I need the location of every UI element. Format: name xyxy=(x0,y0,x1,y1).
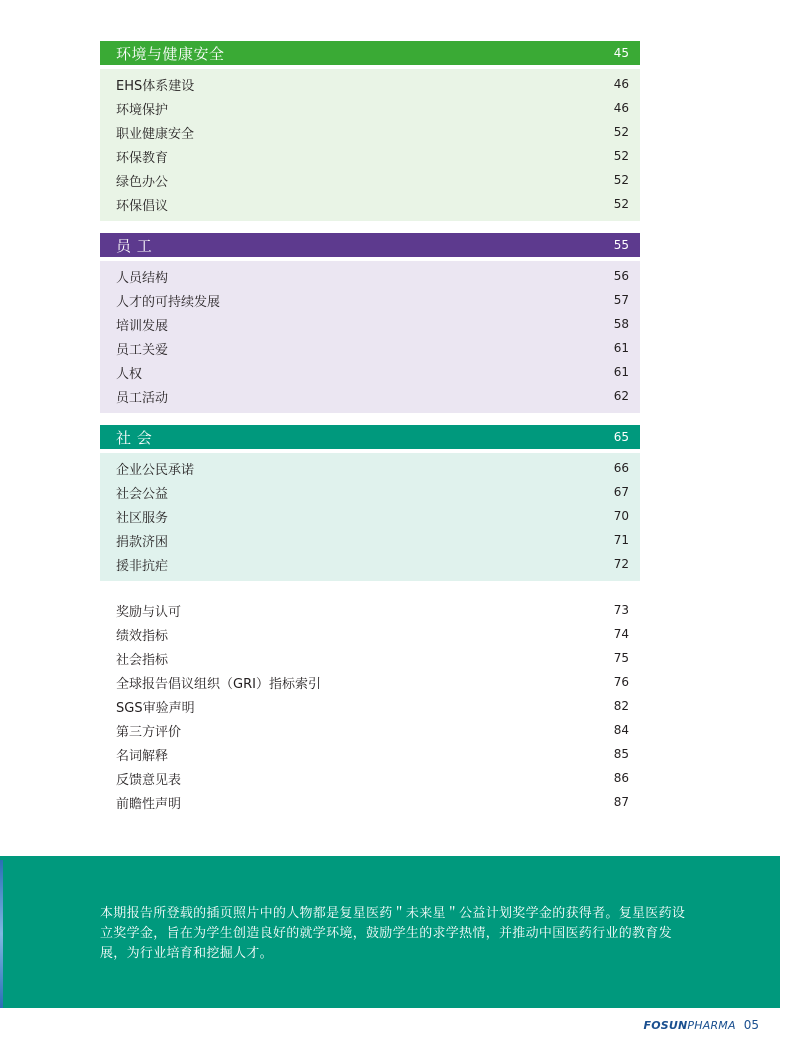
section-header-ehs[interactable] xyxy=(100,41,640,65)
section-page-number: 55 xyxy=(613,238,629,252)
toc-entry-page: 56 xyxy=(613,269,629,283)
toc-entry[interactable] xyxy=(100,480,640,504)
toc-entry-label: 环境保护 xyxy=(116,102,169,118)
footer-note: 本期报告所登载的插页照片中的人物都是复星医药＂未来星＂公益计划奖学金的获得者。复星医药设立奖学金，旨在为学生创造良好的就学环境，鼓励学生的求学热情，并推动中国医药行业的教育发展，为行业培育和挖掘人才。 xyxy=(100,906,686,961)
toc-entry-label: 社会指标 xyxy=(116,652,169,668)
toc-entry-label: 捐款济困 xyxy=(116,534,169,550)
toc-entry-label: 人才的可持续发展 xyxy=(116,294,221,310)
toc-entry[interactable] xyxy=(100,694,640,718)
toc-entry-label: 员工活动 xyxy=(116,390,169,406)
toc-entry[interactable] xyxy=(100,504,640,528)
toc-entry[interactable] xyxy=(100,742,640,766)
toc-entry[interactable] xyxy=(100,528,640,552)
toc-entry-page: 52 xyxy=(613,173,629,187)
section-items xyxy=(100,69,640,221)
toc-entry[interactable] xyxy=(100,598,640,622)
toc-entry-page: 61 xyxy=(613,365,629,379)
toc-entry-label: 企业公民承诺 xyxy=(116,462,195,478)
toc-entry-label: 职业健康安全 xyxy=(116,126,195,142)
toc-section-ehs xyxy=(100,41,640,221)
toc-entry-page: 52 xyxy=(613,149,629,163)
toc-entry-label: 第三方评价 xyxy=(116,724,182,740)
toc-entry-label: 社区服务 xyxy=(116,510,169,526)
section-page-number: 45 xyxy=(613,46,629,60)
toc-entry-label: 环保教育 xyxy=(116,150,169,166)
toc-entry[interactable] xyxy=(100,670,640,694)
toc-entry-label: 全球报告倡议组织（GRI）指标索引 xyxy=(116,676,321,692)
toc-entry[interactable] xyxy=(100,264,640,288)
toc-entry-page: 82 xyxy=(613,699,629,713)
section-header-staff[interactable] xyxy=(100,233,640,257)
toc-entry-label: 培训发展 xyxy=(116,318,169,334)
toc-entry[interactable] xyxy=(100,312,640,336)
toc-entry-page: 71 xyxy=(613,533,629,547)
section-items xyxy=(100,595,640,819)
toc-entry-page: 75 xyxy=(613,651,629,665)
toc-entry[interactable] xyxy=(100,456,640,480)
toc-section-society xyxy=(100,425,640,581)
toc-entry-label: 环保倡议 xyxy=(116,198,169,214)
toc-entry[interactable] xyxy=(100,144,640,168)
toc-entry-label: 奖励与认可 xyxy=(116,604,182,620)
toc-entry[interactable] xyxy=(100,288,640,312)
toc-entry[interactable] xyxy=(100,96,640,120)
photo-edge-strip xyxy=(0,860,3,1008)
toc-entry-page: 76 xyxy=(613,675,629,689)
toc-entry[interactable] xyxy=(100,766,640,790)
toc-entry-page: 72 xyxy=(613,557,629,571)
toc-entry-page: 61 xyxy=(613,341,629,355)
section-title: 环境与健康安全 xyxy=(116,44,225,63)
toc-entry[interactable] xyxy=(100,384,640,408)
toc-entry[interactable] xyxy=(100,646,640,670)
section-title: 员 工 xyxy=(116,236,153,255)
toc-entry-page: 87 xyxy=(613,795,629,809)
toc-entry-page: 73 xyxy=(613,603,629,617)
toc-entry-label: EHS体系建设 xyxy=(116,78,195,94)
toc-entry-page: 84 xyxy=(613,723,629,737)
toc-entry-page: 58 xyxy=(613,317,629,331)
toc-entry-label: 人权 xyxy=(116,366,143,382)
section-items xyxy=(100,261,640,413)
toc-entry-page: 70 xyxy=(613,509,629,523)
section-page-number: 65 xyxy=(613,430,629,444)
section-items xyxy=(100,453,640,581)
toc-entry-page: 86 xyxy=(613,771,629,785)
toc-entry[interactable] xyxy=(100,120,640,144)
toc-entry-label: 社会公益 xyxy=(116,486,169,502)
toc-entry-label: 援非抗疟 xyxy=(116,558,169,574)
fosun-pharma-logo xyxy=(643,1019,735,1032)
toc-entry-label: 人员结构 xyxy=(116,270,169,286)
section-header-society[interactable] xyxy=(100,425,640,449)
toc-entry[interactable] xyxy=(100,168,640,192)
page-footer xyxy=(643,1018,759,1032)
toc-entry[interactable] xyxy=(100,192,640,216)
toc-section-staff xyxy=(100,233,640,413)
toc-entry-page: 67 xyxy=(613,485,629,499)
toc-entry-page: 57 xyxy=(613,293,629,307)
toc-entry[interactable] xyxy=(100,790,640,814)
toc-entry-page: 74 xyxy=(613,627,629,641)
toc-entry-label: 前瞻性声明 xyxy=(116,796,182,812)
toc-entry[interactable] xyxy=(100,336,640,360)
brand-bold: FOSUN xyxy=(643,1019,688,1032)
toc-section-appendix xyxy=(100,595,640,819)
toc-entry-page: 66 xyxy=(613,461,629,475)
toc-entry-page: 52 xyxy=(613,197,629,211)
toc-entry[interactable] xyxy=(100,552,640,576)
toc-entry[interactable] xyxy=(100,622,640,646)
toc-entry-page: 46 xyxy=(613,101,629,115)
toc-entry-page: 52 xyxy=(613,125,629,139)
page-number: 05 xyxy=(743,1018,759,1032)
toc-entry[interactable] xyxy=(100,72,640,96)
toc-entry-label: 员工关爱 xyxy=(116,342,169,358)
toc-entry[interactable] xyxy=(100,718,640,742)
toc-entry-label: 绿色办公 xyxy=(116,174,169,190)
toc-entry-label: 名词解释 xyxy=(116,748,169,764)
toc-entry-page: 85 xyxy=(613,747,629,761)
toc-entry-label: 反馈意见表 xyxy=(116,772,182,788)
brand-thin: PHARMA xyxy=(687,1019,736,1032)
toc-entry-page: 46 xyxy=(613,77,629,91)
toc-entry-label: SGS审验声明 xyxy=(116,700,195,716)
toc-entry-label: 绩效指标 xyxy=(116,628,169,644)
section-title: 社 会 xyxy=(116,428,153,447)
toc-entry[interactable] xyxy=(100,360,640,384)
toc-entry-page: 62 xyxy=(613,389,629,403)
